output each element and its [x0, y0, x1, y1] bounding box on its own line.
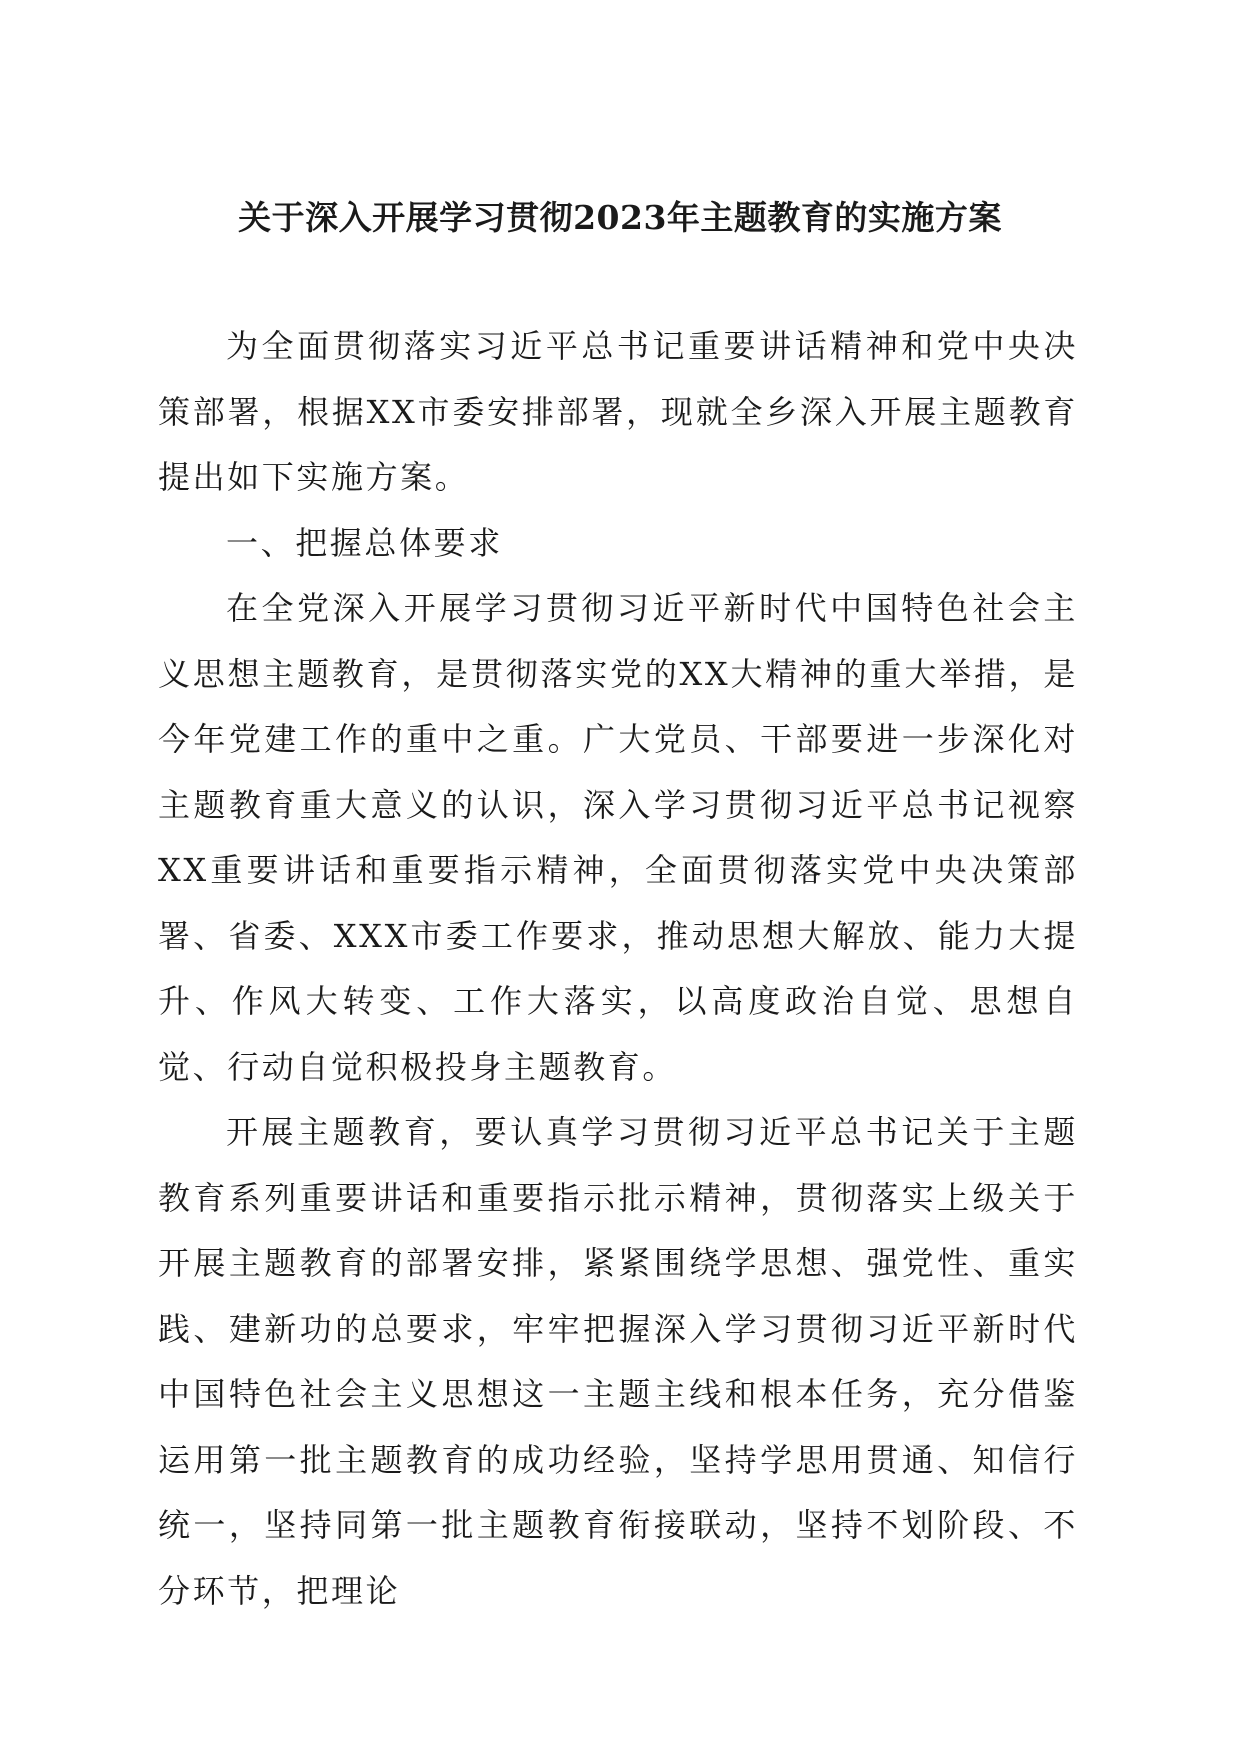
- paragraph-requirements: 开展主题教育，要认真学习贯彻习近平总书记关于主题教育系列重要讲话和重要指示批示精神，贯彻落实上级关于开展主题教育的部署安排，紧紧围绕学思想、强党性、重实践、建新功的总要求，牢牢把握深入学习贯彻习近平新时代中国特色社会主义思想这一主题主线和根本任务，充分借鉴运用第一批主题教育的成功经验，坚持学思用贯通、知信行统一，坚持同第一批主题教育衔接联动，坚持不划阶段、不分环节，把理论: [158, 1113, 1078, 1610]
- document-body: [158, 314, 1078, 1624]
- paragraph-intro: 为全面贯彻落实习近平总书记重要讲话精神和党中央决策部署，根据XX市委安排部署，现就全乡深入开展主题教育提出如下实施方案。: [158, 327, 1078, 496]
- paragraph-significance: 在全党深入开展学习贯彻习近平新时代中国特色社会主义思想主题教育，是贯彻落实党的XX大精神的重大举措，是今年党建工作的重中之重。广大党员、干部要进一步深化对主题教育重大意义的认识，深入学习贯彻习近平总书记视察XX重要讲话和重要指示精神，全面贯彻落实党中央决策部署、省委、XXX市委工作要求，推动思想大解放、能力大提升、作风大转变、工作大落实，以高度政治自觉、思想自觉、行动自觉积极投身主题教育。: [158, 589, 1078, 1086]
- document-title: 关于深入开展学习贯彻2023年主题教育的实施方案: [238, 198, 1002, 237]
- section-heading: 一、把握总体要求: [226, 523, 503, 562]
